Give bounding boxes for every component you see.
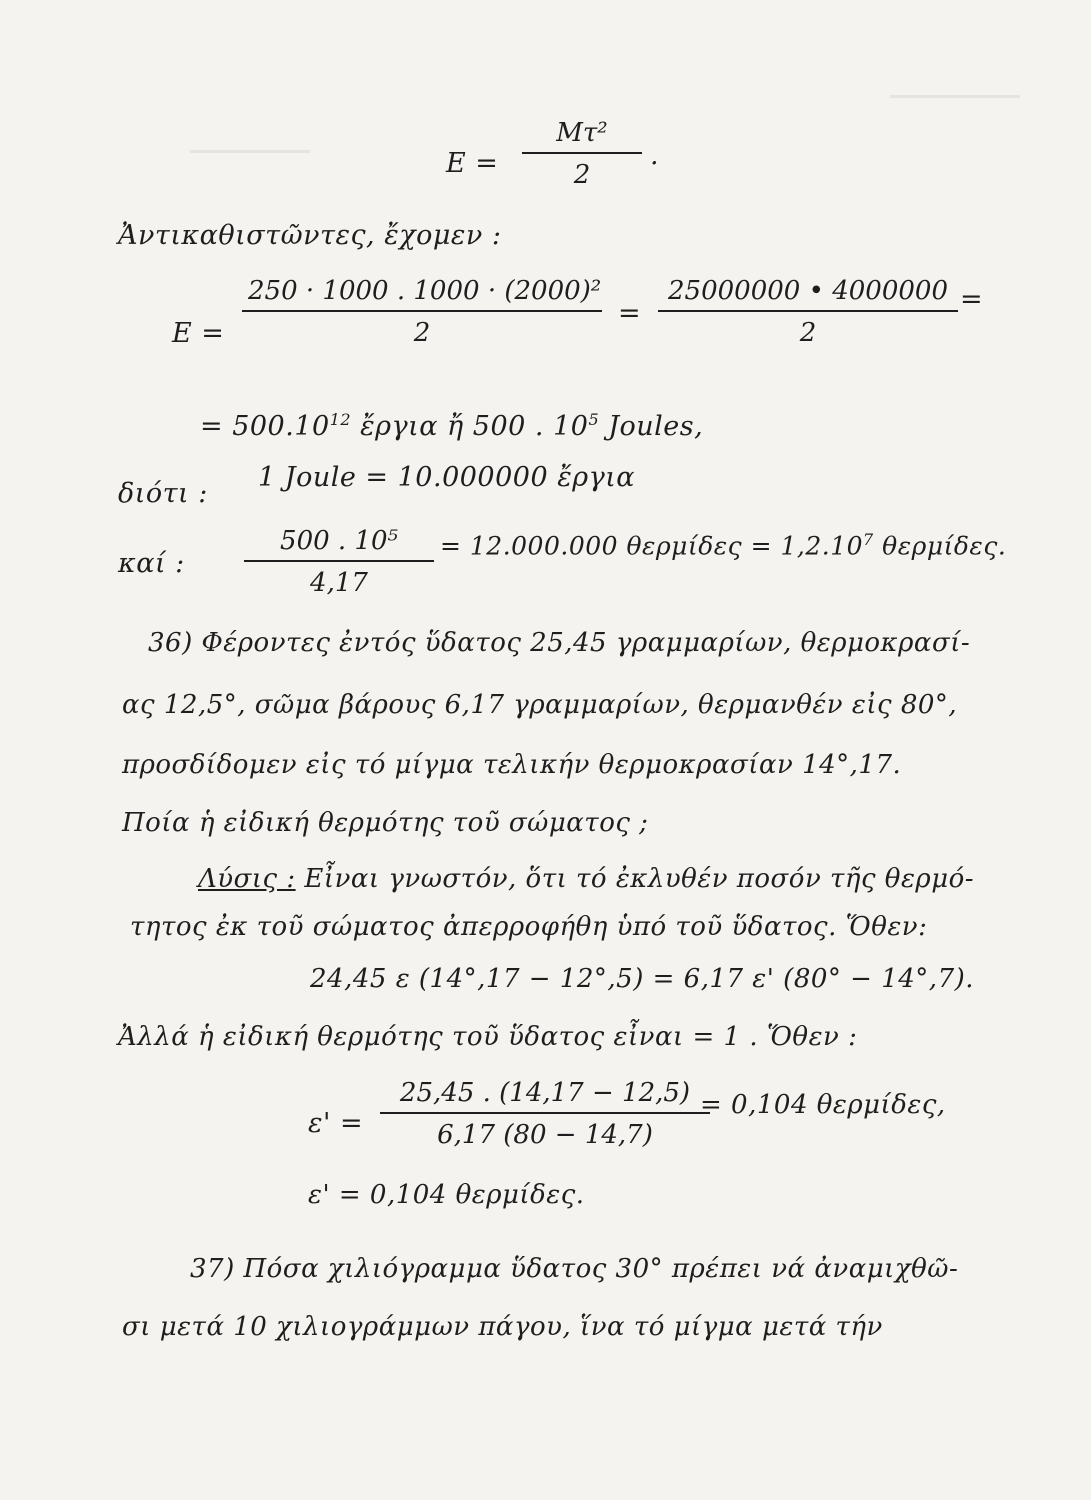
solution-line-1 xyxy=(198,864,974,894)
and-fraction-denominator: 4,17 xyxy=(310,568,368,598)
and-rhs xyxy=(440,530,1006,560)
calc1-fraction-2-numerator: 25000000 • 4000000 xyxy=(658,276,958,312)
energy-formula-fraction xyxy=(522,118,642,190)
calc1-fraction-2-denominator: 2 xyxy=(799,318,817,348)
show-through-bar xyxy=(890,95,1020,98)
calc1-fraction-1-numerator: 250 · 1000 . 1000 · (2000)² xyxy=(242,276,602,312)
result1-exp2: 5 xyxy=(588,410,600,429)
and-rhs-post: θερμίδες. xyxy=(873,531,1007,561)
energy-formula-numerator: Mτ² xyxy=(522,118,642,154)
problem36-line-2: ας 12,5°, σῶμα βάρους 6,17 γραμμαρίων, θερμανθέν εἰς 80°, xyxy=(122,690,958,720)
solution-text-1: Εἶναι γνωστόν, ὅτι τό ἐκλυθέν ποσόν τῆς θερμό- xyxy=(295,864,975,894)
and-label: καί : xyxy=(118,548,185,579)
and-rhs-exp: 7 xyxy=(863,530,874,549)
solution-equation: 24,45 ε (14°,17 − 12°,5) = 6,17 ε' (80° − 14°,7). xyxy=(310,964,975,994)
show-through-bar xyxy=(190,150,310,153)
substituting-text: Ἀντικαθιστῶντες, ἔχομεν : xyxy=(118,220,502,251)
solution-label: Λύσις : xyxy=(198,864,296,894)
problem36-line-4: Ποία ἡ εἰδική θερμότης τοῦ σώματος ; xyxy=(122,808,649,838)
calc1-fraction-1-denominator: 2 xyxy=(413,318,431,348)
result1-exp1: 12 xyxy=(329,410,352,429)
result1-mid: ἔργια ἤ 500 . 10 xyxy=(351,411,589,442)
calc1-lhs: E = xyxy=(172,318,225,349)
problem37-line-2: σι μετά 10 χιλιογράμμων πάγου, ἵνα τό μίγμα μετά τήν xyxy=(122,1312,883,1342)
and-fraction-numerator: 500 . 10⁵ xyxy=(244,526,434,562)
result1-pre: = 500.10 xyxy=(200,411,330,442)
problem36-line-3: προσδίδομεν εἰς τό μίγμα τελικήν θερμοκρασίαν 14°,17. xyxy=(122,750,902,780)
energy-formula-lhs: E = xyxy=(446,148,499,179)
solution-final: ε' = 0,104 θερμίδες. xyxy=(308,1180,585,1210)
solution-line-2: τητος ἐκ τοῦ σώματος ἀπερροφήθη ὑπό τοῦ ὕδατος. Ὅθεν: xyxy=(130,912,928,942)
result1-post: Joules, xyxy=(599,411,704,442)
solution-calc-denominator: 6,17 (80 − 14,7) xyxy=(437,1120,653,1150)
solution-calc-numerator: 25,45 . (14,17 − 12,5) xyxy=(380,1078,710,1114)
because-text: 1 Joule = 10.000000 ἔργια xyxy=(258,462,636,493)
calc1-equals-1: = xyxy=(618,298,642,329)
energy-formula-denominator: 2 xyxy=(573,160,591,190)
solution-calc-rhs: = 0,104 θερμίδες, xyxy=(700,1090,946,1120)
energy-formula-end: . xyxy=(650,140,660,171)
problem37-line-1: 37) Πόσα χιλιόγραμμα ὕδατος 30° πρέπει νά ἀναμιχθῶ- xyxy=(190,1254,959,1284)
solution-line-3: Ἀλλά ἡ εἰδική θερμότης τοῦ ὕδατος εἶναι = 1 . Ὅθεν : xyxy=(118,1022,858,1052)
because-label: διότι : xyxy=(118,478,208,509)
calc1-fraction-1 xyxy=(242,276,602,348)
calc1-equals-2: = xyxy=(960,284,984,315)
calc1-fraction-2 xyxy=(658,276,958,348)
and-fraction xyxy=(244,526,434,598)
solution-calc-lhs: ε' = xyxy=(308,1108,364,1139)
result1-line xyxy=(200,410,703,442)
problem36-line-1: 36) Φέροντες ἐντός ὕδατος 25,45 γραμμαρίων, θερμοκρασί- xyxy=(148,628,971,658)
solution-calc-fraction xyxy=(380,1078,710,1150)
and-rhs-pre: = 12.000.000 θερμίδες = 1,2.10 xyxy=(440,531,864,561)
